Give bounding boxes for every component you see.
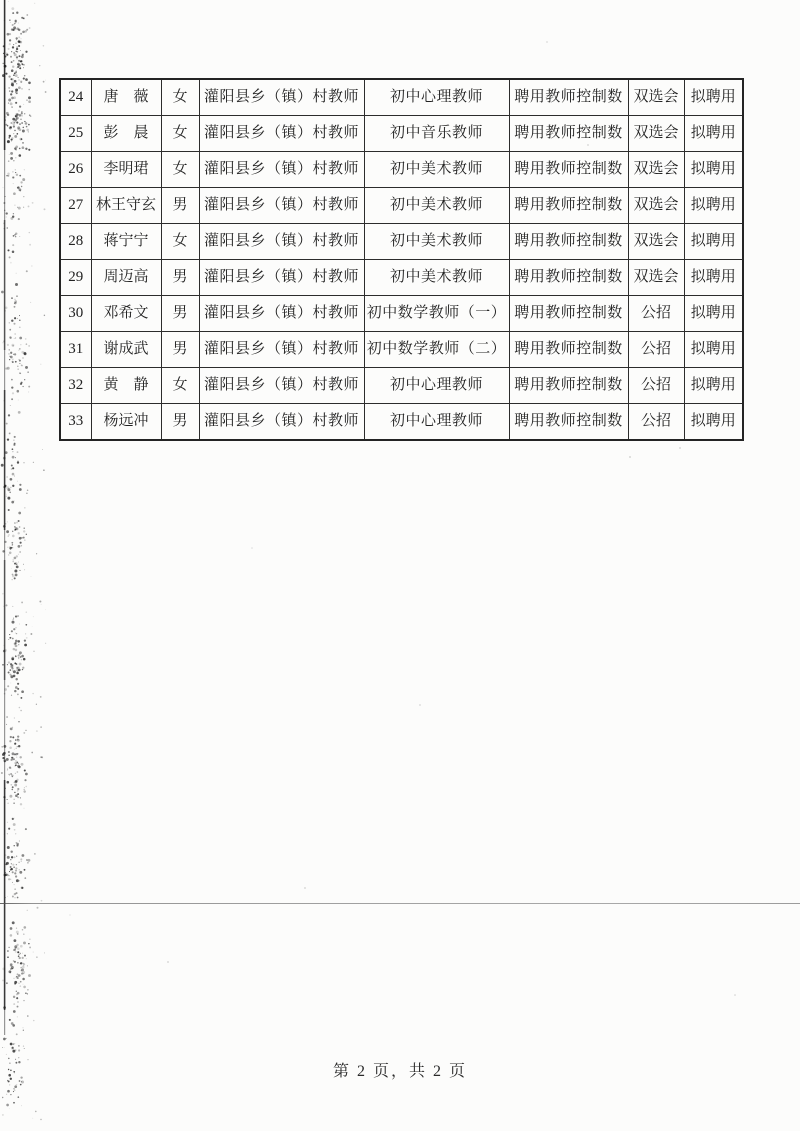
cell-position: 初中音乐教师 — [364, 116, 509, 152]
cell-name: 谢成武 — [91, 332, 161, 368]
cell-result: 拟聘用 — [684, 260, 743, 296]
cell-name: 黄 静 — [91, 368, 161, 404]
cell-control-type: 聘用教师控制数 — [509, 224, 628, 260]
table-row — [60, 224, 743, 260]
cell-work-unit: 灌阳县乡（镇）村教师 — [199, 188, 364, 224]
table-row — [60, 296, 743, 332]
cell-name: 李明珺 — [91, 152, 161, 188]
cell-result: 拟聘用 — [684, 79, 743, 116]
cell-row-number: 30 — [60, 296, 91, 332]
cell-row-number: 25 — [60, 116, 91, 152]
cell-recruit-method: 公招 — [628, 332, 684, 368]
cell-position: 初中心理教师 — [364, 79, 509, 116]
cell-recruit-method: 双选会 — [628, 260, 684, 296]
cell-gender: 男 — [161, 296, 199, 332]
cell-gender: 女 — [161, 224, 199, 260]
cell-result: 拟聘用 — [684, 152, 743, 188]
cell-control-type: 聘用教师控制数 — [509, 116, 628, 152]
cell-recruit-method: 双选会 — [628, 116, 684, 152]
cell-position: 初中美术教师 — [364, 188, 509, 224]
cell-control-type: 聘用教师控制数 — [509, 79, 628, 116]
cell-gender: 男 — [161, 260, 199, 296]
cell-row-number: 28 — [60, 224, 91, 260]
cell-recruit-method: 公招 — [628, 368, 684, 404]
teacher-roster-table — [59, 78, 744, 441]
cell-recruit-method: 双选会 — [628, 152, 684, 188]
cell-result: 拟聘用 — [684, 296, 743, 332]
cell-gender: 女 — [161, 152, 199, 188]
cell-recruit-method: 双选会 — [628, 188, 684, 224]
cell-control-type: 聘用教师控制数 — [509, 332, 628, 368]
table-row — [60, 79, 743, 116]
cell-work-unit: 灌阳县乡（镇）村教师 — [199, 224, 364, 260]
cell-result: 拟聘用 — [684, 332, 743, 368]
cell-work-unit: 灌阳县乡（镇）村教师 — [199, 332, 364, 368]
table-row — [60, 152, 743, 188]
cell-name: 彭 晨 — [91, 116, 161, 152]
cell-row-number: 27 — [60, 188, 91, 224]
cell-name: 周迈高 — [91, 260, 161, 296]
cell-work-unit: 灌阳县乡（镇）村教师 — [199, 152, 364, 188]
cell-name: 蒋宁宁 — [91, 224, 161, 260]
cell-position: 初中数学教师（一） — [364, 296, 509, 332]
cell-control-type: 聘用教师控制数 — [509, 188, 628, 224]
table-row — [60, 188, 743, 224]
cell-result: 拟聘用 — [684, 224, 743, 260]
cell-work-unit: 灌阳县乡（镇）村教师 — [199, 404, 364, 441]
cell-name: 林王守玄 — [91, 188, 161, 224]
cell-control-type: 聘用教师控制数 — [509, 260, 628, 296]
cell-result: 拟聘用 — [684, 116, 743, 152]
cell-control-type: 聘用教师控制数 — [509, 152, 628, 188]
cell-control-type: 聘用教师控制数 — [509, 404, 628, 441]
cell-gender: 男 — [161, 188, 199, 224]
cell-result: 拟聘用 — [684, 404, 743, 441]
table-row — [60, 404, 743, 441]
table-row — [60, 116, 743, 152]
cell-position: 初中心理教师 — [364, 368, 509, 404]
cell-result: 拟聘用 — [684, 188, 743, 224]
cell-work-unit: 灌阳县乡（镇）村教师 — [199, 79, 364, 116]
table-row — [60, 332, 743, 368]
cell-gender: 男 — [161, 404, 199, 441]
cell-gender: 女 — [161, 116, 199, 152]
cell-name: 邓希文 — [91, 296, 161, 332]
table-row — [60, 368, 743, 404]
cell-row-number: 31 — [60, 332, 91, 368]
cell-recruit-method: 公招 — [628, 404, 684, 441]
cell-work-unit: 灌阳县乡（镇）村教师 — [199, 296, 364, 332]
cell-control-type: 聘用教师控制数 — [509, 368, 628, 404]
cell-recruit-method: 公招 — [628, 296, 684, 332]
cell-recruit-method: 双选会 — [628, 224, 684, 260]
cell-work-unit: 灌阳县乡（镇）村教师 — [199, 368, 364, 404]
table-body — [60, 79, 743, 440]
cell-gender: 男 — [161, 332, 199, 368]
cell-work-unit: 灌阳县乡（镇）村教师 — [199, 260, 364, 296]
page-number-footer: 第 2 页，共 2 页 — [332, 1063, 467, 1080]
cell-result: 拟聘用 — [684, 368, 743, 404]
cell-gender: 女 — [161, 79, 199, 116]
cell-position: 初中美术教师 — [364, 224, 509, 260]
cell-row-number: 32 — [60, 368, 91, 404]
cell-work-unit: 灌阳县乡（镇）村教师 — [199, 116, 364, 152]
cell-position: 初中数学教师（二） — [364, 332, 509, 368]
cell-recruit-method: 双选会 — [628, 79, 684, 116]
table-row — [60, 260, 743, 296]
cell-row-number: 24 — [60, 79, 91, 116]
cell-position: 初中美术教师 — [364, 152, 509, 188]
cell-row-number: 26 — [60, 152, 91, 188]
cell-control-type: 聘用教师控制数 — [509, 296, 628, 332]
cell-name: 唐 薇 — [91, 79, 161, 116]
cell-position: 初中美术教师 — [364, 260, 509, 296]
scan-fold-line — [0, 903, 800, 904]
cell-name: 杨远冲 — [91, 404, 161, 441]
cell-gender: 女 — [161, 368, 199, 404]
cell-row-number: 33 — [60, 404, 91, 441]
cell-position: 初中心理教师 — [364, 404, 509, 441]
cell-row-number: 29 — [60, 260, 91, 296]
